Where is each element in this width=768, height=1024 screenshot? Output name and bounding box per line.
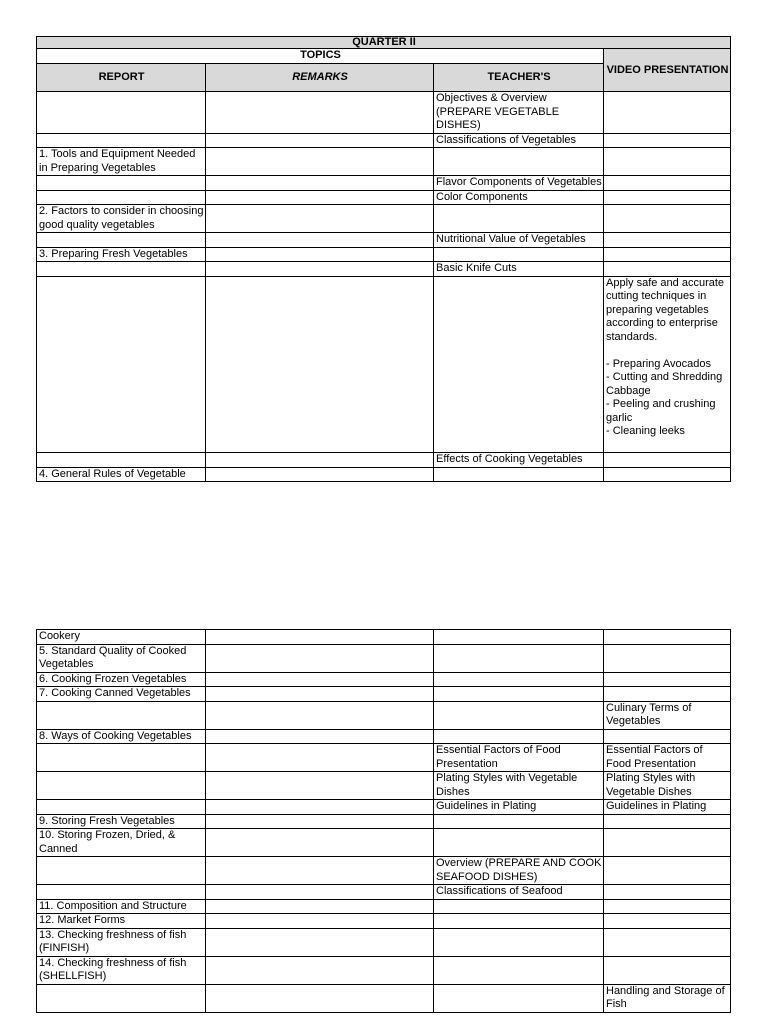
report-cell (37, 453, 206, 468)
table-row (37, 687, 731, 702)
remarks-cell (206, 885, 434, 900)
video-cell (604, 885, 731, 900)
remarks-header: REMARKS (206, 64, 434, 92)
remarks-cell (206, 233, 434, 248)
video-cell (604, 148, 731, 176)
teachers-cell (434, 701, 604, 729)
table-row (37, 92, 731, 134)
teachers-cell: Classifications of Seafood (434, 885, 604, 900)
video-cell (604, 857, 731, 885)
topics-heading: TOPICS (37, 49, 604, 64)
video-cell (604, 644, 731, 672)
report-cell: 1. Tools and Equipment Needed in Preparing Vegetables (37, 148, 206, 176)
video-cell (604, 133, 731, 148)
table-row (37, 205, 731, 233)
remarks-cell (206, 729, 434, 744)
teachers-cell (434, 984, 604, 1012)
teachers-cell (434, 729, 604, 744)
video-cell: Apply safe and accurate cutting techniques in preparing vegetables according to enterprise standards. - Preparing Avocados - Cutting and Shredding Cabbage - Peeling and crushing garlic - Cleaning leeks (604, 276, 731, 453)
table-row (37, 233, 731, 248)
video-cell (604, 687, 731, 702)
teachers-header: TEACHER'S (434, 64, 604, 92)
remarks-cell (206, 247, 434, 262)
table-row (37, 772, 731, 800)
report-cell (37, 984, 206, 1012)
teachers-cell: Objectives & Overview (PREPARE VEGETABLE DISHES) (434, 92, 604, 134)
remarks-cell (206, 453, 434, 468)
report-cell (37, 262, 206, 277)
video-cell: Plating Styles with Vegetable Dishes (604, 772, 731, 800)
quarter-heading: QUARTER II (37, 37, 731, 49)
video-cell (604, 956, 731, 984)
report-cell (37, 233, 206, 248)
table-row (37, 276, 731, 453)
report-cell: 12. Market Forms (37, 914, 206, 929)
report-cell (37, 190, 206, 205)
video-cell (604, 829, 731, 857)
table-row (37, 744, 731, 772)
table-row (37, 190, 731, 205)
topics-table-part-2 (36, 629, 731, 1013)
report-cell: 11. Composition and Structure (37, 899, 206, 914)
report-cell (37, 885, 206, 900)
teachers-cell (434, 630, 604, 645)
teachers-cell: Essential Factors of Food Presentation (434, 744, 604, 772)
teachers-cell (434, 276, 604, 453)
teachers-cell (434, 247, 604, 262)
teachers-cell: Guidelines in Plating (434, 800, 604, 815)
teachers-cell (434, 914, 604, 929)
remarks-cell (206, 701, 434, 729)
remarks-cell (206, 744, 434, 772)
video-cell (604, 233, 731, 248)
remarks-cell (206, 92, 434, 134)
remarks-cell (206, 687, 434, 702)
table-row (37, 899, 731, 914)
remarks-cell (206, 899, 434, 914)
report-cell: 14. Checking freshness of fish (SHELLFISH) (37, 956, 206, 984)
teachers-cell (434, 467, 604, 482)
report-cell (37, 772, 206, 800)
report-cell (37, 276, 206, 453)
remarks-cell (206, 190, 434, 205)
report-cell: 3. Preparing Fresh Vegetables (37, 247, 206, 262)
table-row (37, 262, 731, 277)
report-cell (37, 701, 206, 729)
teachers-cell (434, 687, 604, 702)
video-cell (604, 262, 731, 277)
teachers-cell (434, 814, 604, 829)
video-cell (604, 672, 731, 687)
teachers-cell (434, 148, 604, 176)
remarks-cell (206, 857, 434, 885)
report-cell: 10. Storing Frozen, Dried, & Canned (37, 829, 206, 857)
video-cell (604, 814, 731, 829)
report-cell (37, 744, 206, 772)
video-cell (604, 247, 731, 262)
table-row (37, 956, 731, 984)
report-cell: Cookery (37, 630, 206, 645)
teachers-cell: Classifications of Vegetables (434, 133, 604, 148)
report-cell: 13. Checking freshness of fish (FINFISH) (37, 928, 206, 956)
teachers-cell: Basic Knife Cuts (434, 262, 604, 277)
remarks-cell (206, 644, 434, 672)
report-cell (37, 800, 206, 815)
remarks-cell (206, 672, 434, 687)
table-row (37, 701, 731, 729)
table-row (37, 644, 731, 672)
report-cell (37, 857, 206, 885)
remarks-cell (206, 928, 434, 956)
table-body (37, 630, 731, 1013)
teachers-cell: Plating Styles with Vegetable Dishes (434, 772, 604, 800)
teachers-cell (434, 899, 604, 914)
teachers-cell (434, 956, 604, 984)
remarks-cell (206, 829, 434, 857)
video-cell: Essential Factors of Food Presentation (604, 744, 731, 772)
remarks-cell (206, 772, 434, 800)
remarks-cell (206, 262, 434, 277)
remarks-cell (206, 148, 434, 176)
report-cell: 2. Factors to consider in choosing good quality vegetables (37, 205, 206, 233)
table-row (37, 133, 731, 148)
table-row (37, 176, 731, 191)
video-cell (604, 190, 731, 205)
teachers-cell (434, 644, 604, 672)
video-cell (604, 205, 731, 233)
teachers-cell: Overview (PREPARE AND COOK SEAFOOD DISHES) (434, 857, 604, 885)
table-row (37, 814, 731, 829)
table-body (37, 92, 731, 482)
teachers-cell: Nutritional Value of Vegetables (434, 233, 604, 248)
remarks-cell (206, 467, 434, 482)
report-cell: 9. Storing Fresh Vegetables (37, 814, 206, 829)
teachers-cell (434, 928, 604, 956)
video-cell (604, 467, 731, 482)
report-cell: 8. Ways of Cooking Vegetables (37, 729, 206, 744)
table-row (37, 800, 731, 815)
video-cell (604, 729, 731, 744)
video-cell (604, 899, 731, 914)
video-cell (604, 914, 731, 929)
video-presentation-header: VIDEO PRESENTATION (604, 49, 731, 92)
teachers-cell: Effects of Cooking Vegetables (434, 453, 604, 468)
topics-table-part-1 (36, 36, 731, 482)
remarks-cell (206, 814, 434, 829)
video-cell: Guidelines in Plating (604, 800, 731, 815)
table-row (37, 453, 731, 468)
table-row (37, 467, 731, 482)
table-row (37, 928, 731, 956)
table-row (37, 148, 731, 176)
report-cell: 5. Standard Quality of Cooked Vegetables (37, 644, 206, 672)
video-cell: Culinary Terms of Vegetables (604, 701, 731, 729)
table-row (37, 672, 731, 687)
video-cell (604, 176, 731, 191)
report-cell: 4. General Rules of Vegetable (37, 467, 206, 482)
teachers-cell (434, 672, 604, 687)
table-row (37, 885, 731, 900)
video-cell (604, 928, 731, 956)
video-cell (604, 92, 731, 134)
teachers-cell (434, 829, 604, 857)
table-row (37, 984, 731, 1012)
report-cell (37, 92, 206, 134)
remarks-cell (206, 800, 434, 815)
table-row (37, 857, 731, 885)
table-row (37, 729, 731, 744)
table-row (37, 630, 731, 645)
report-cell (37, 176, 206, 191)
table-row (37, 914, 731, 929)
remarks-cell (206, 176, 434, 191)
remarks-cell (206, 205, 434, 233)
remarks-cell (206, 276, 434, 453)
table-row (37, 829, 731, 857)
remarks-cell (206, 984, 434, 1012)
teachers-cell: Flavor Components of Vegetables (434, 176, 604, 191)
teachers-cell (434, 205, 604, 233)
video-cell (604, 630, 731, 645)
video-cell: Handling and Storage of Fish (604, 984, 731, 1012)
remarks-cell (206, 914, 434, 929)
remarks-cell (206, 133, 434, 148)
remarks-cell (206, 956, 434, 984)
video-cell (604, 453, 731, 468)
report-cell: 6. Cooking Frozen Vegetables (37, 672, 206, 687)
teachers-cell: Color Components (434, 190, 604, 205)
report-cell (37, 133, 206, 148)
report-header: REPORT (37, 64, 206, 92)
table-row (37, 247, 731, 262)
remarks-cell (206, 630, 434, 645)
report-cell: 7. Cooking Canned Vegetables (37, 687, 206, 702)
